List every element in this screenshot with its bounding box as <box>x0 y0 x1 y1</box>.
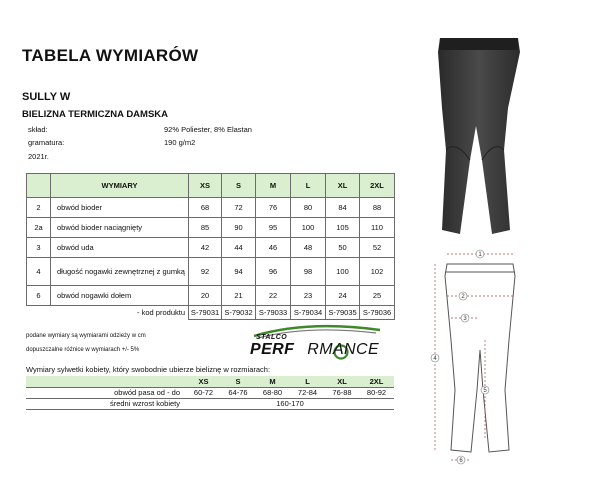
cell-value: 100 <box>291 218 326 238</box>
header-size: L <box>290 376 325 387</box>
cell-value: 96 <box>256 258 291 286</box>
cell-value: 72-84 <box>290 387 325 398</box>
cell-value: 88 <box>360 198 395 218</box>
cell-value: 92 <box>189 258 222 286</box>
cell-value: 44 <box>222 238 256 258</box>
row-name: długość nogawki zewnętrznej z gumką <box>51 258 189 286</box>
header-size: XS <box>189 174 222 198</box>
product-code: S-79033 <box>256 306 291 320</box>
marker-label: 3 <box>463 316 467 322</box>
cell-value: 52 <box>360 238 395 258</box>
cell-value: 110 <box>360 218 395 238</box>
cell-value: 42 <box>189 238 222 258</box>
row-name: obwód uda <box>51 238 189 258</box>
header-size: 2XL <box>360 174 395 198</box>
product-name: SULLY W <box>22 91 71 103</box>
cell-value: 22 <box>256 286 291 306</box>
product-code-label: - kod produktu <box>137 308 185 318</box>
cell-value: 48 <box>291 238 326 258</box>
cell-value: 68-80 <box>255 387 290 398</box>
header-size: 2XL <box>359 376 394 387</box>
cell-value: 102 <box>360 258 395 286</box>
cell-value: 68 <box>189 198 222 218</box>
table-row <box>27 218 395 238</box>
marker-label: 2 <box>461 294 465 300</box>
note-tolerance: dopuszczalne różnice w wymiarach +/- 5% <box>26 347 140 353</box>
cell-value: 76 <box>256 198 291 218</box>
cell-value: 80 <box>291 198 326 218</box>
cell-value: 100 <box>326 258 360 286</box>
header-size: S <box>222 174 256 198</box>
cell-value: 64-76 <box>221 387 255 398</box>
size-table <box>26 173 395 320</box>
logo-word-left: PERF <box>250 341 295 358</box>
header-name: WYMIARY <box>51 174 189 198</box>
table-row <box>27 258 395 286</box>
logo-word-right: RMANCE <box>307 341 380 358</box>
cell-value: 90 <box>222 218 256 238</box>
table-row <box>27 286 395 306</box>
cell-value: 80-92 <box>359 387 394 398</box>
cell-value: 23 <box>291 286 326 306</box>
product-code: S-79032 <box>222 306 256 320</box>
header-size: M <box>255 376 290 387</box>
logo-word <box>250 341 379 359</box>
spec-label-composition: skład: <box>28 125 48 134</box>
cell-value: 84 <box>326 198 360 218</box>
body-table-header <box>26 376 394 387</box>
page-title: TABELA WYMIARÓW <box>22 46 199 65</box>
cell-value: 76-88 <box>325 387 359 398</box>
row-no: 2 <box>27 198 51 218</box>
product-code: S-79035 <box>326 306 360 320</box>
header-size: L <box>291 174 326 198</box>
stalco-performance-logo <box>248 322 388 362</box>
cell-value: 72 <box>222 198 256 218</box>
product-code: S-79034 <box>291 306 326 320</box>
leggings-photo <box>412 30 548 240</box>
row-name: obwód bioder naciągnięty <box>51 218 189 238</box>
marker-label: 6 <box>459 458 463 464</box>
header-size: XL <box>325 376 359 387</box>
size-table-header <box>27 174 395 198</box>
table-row <box>27 198 395 218</box>
body-table <box>26 376 394 410</box>
marker-label: 5 <box>483 388 487 394</box>
product-code: S-79031 <box>189 306 222 320</box>
measurement-diagram <box>405 240 555 470</box>
row-name: obwód nogawki dołem <box>51 286 189 306</box>
cell-value: 20 <box>189 286 222 306</box>
product-subtitle: BIELIZNA TERMICZNA DAMSKA <box>22 109 169 120</box>
header-no <box>27 174 51 198</box>
header-size: XS <box>186 376 221 387</box>
year-label: 2021r. <box>28 152 49 161</box>
marker-label: 1 <box>478 252 482 258</box>
row-no: 3 <box>27 238 51 258</box>
marker-label: 4 <box>433 356 437 362</box>
height-value: 160-170 <box>186 398 394 409</box>
spec-value-composition: 92% Poliester, 8% Elastan <box>164 125 252 134</box>
header-size: S <box>221 376 255 387</box>
cell-value: 46 <box>256 238 291 258</box>
waist-label: obwód pasa od - do <box>26 387 186 398</box>
product-code: S-79036 <box>360 306 395 320</box>
cell-value: 94 <box>222 258 256 286</box>
logo-brand-text: STALCO <box>256 334 288 341</box>
height-label: średni wzrost kobiety <box>26 398 186 409</box>
header-size: XL <box>326 174 360 198</box>
row-no: 4 <box>27 258 51 286</box>
cell-value: 98 <box>291 258 326 286</box>
cell-value: 25 <box>360 286 395 306</box>
cell-value: 60-72 <box>186 387 221 398</box>
spec-label-weight: gramatura: <box>28 138 65 147</box>
product-code-row <box>27 306 395 320</box>
spec-value-weight: 190 g/m2 <box>164 138 196 147</box>
cell-value: 21 <box>222 286 256 306</box>
row-no: 2a <box>27 218 51 238</box>
note-dimensions: podane wymiary są wymiarami odzieży w cm <box>26 333 146 339</box>
cell-value: 85 <box>189 218 222 238</box>
table-row <box>27 238 395 258</box>
body-table-title: Wymiary sylwetki kobiety, który swobodnie ubierze bieliznę w rozmiarach: <box>26 365 271 374</box>
header-size: M <box>256 174 291 198</box>
table-row <box>26 387 394 398</box>
cell-value: 24 <box>326 286 360 306</box>
row-name: obwód bioder <box>51 198 189 218</box>
cell-value: 50 <box>326 238 360 258</box>
cell-value: 105 <box>326 218 360 238</box>
cell-value: 95 <box>256 218 291 238</box>
table-row <box>26 398 394 409</box>
row-no: 6 <box>27 286 51 306</box>
